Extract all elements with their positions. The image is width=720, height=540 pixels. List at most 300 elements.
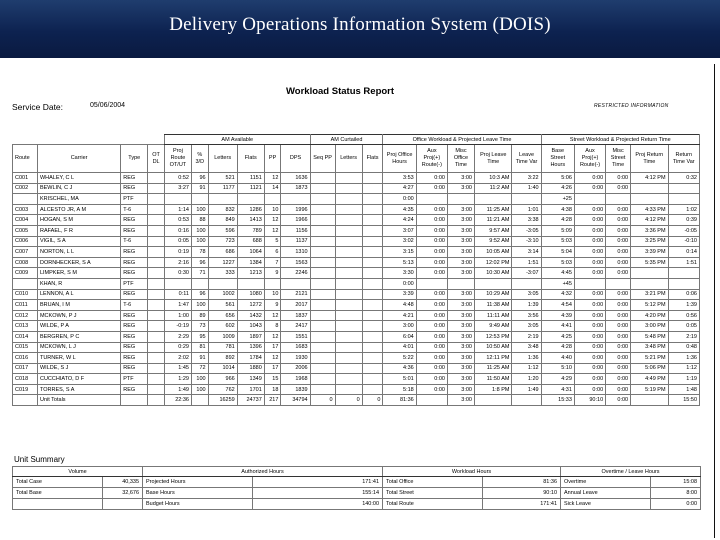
table-cell xyxy=(148,215,165,226)
table-cell: 3:38 xyxy=(512,215,541,226)
table-cell: 3:39 PM xyxy=(631,247,668,258)
column-header: Flats xyxy=(362,145,383,173)
table-cell xyxy=(148,353,165,364)
table-cell: 4:28 xyxy=(541,342,574,353)
table-cell xyxy=(310,278,335,289)
table-cell xyxy=(148,300,165,311)
table-cell: 2006 xyxy=(281,363,310,374)
unit-header-overtime: Overtime / Leave Hours xyxy=(561,467,701,477)
table-cell: 9 xyxy=(264,268,281,279)
table-cell: 892 xyxy=(208,353,237,364)
table-cell: 0:00 xyxy=(574,173,605,184)
table-cell: C008 xyxy=(13,257,38,268)
table-cell: 14 xyxy=(264,183,281,194)
table-cell: 0:39 xyxy=(668,215,699,226)
table-cell: REG xyxy=(121,321,148,332)
table-cell: PTF xyxy=(121,278,148,289)
unit-summary-cell: Sick Leave xyxy=(561,499,651,510)
table-cell: 4:33 PM xyxy=(631,204,668,215)
unit-summary-cell: 155:14 xyxy=(253,488,383,499)
table-row xyxy=(13,173,700,184)
table-cell: 2246 xyxy=(281,268,310,279)
table-cell: 4:27 xyxy=(383,183,416,194)
table-cell xyxy=(335,363,362,374)
table-cell: +25 xyxy=(541,194,574,205)
table-cell xyxy=(335,247,362,258)
unit-summary-cell: 15:08 xyxy=(651,477,701,488)
column-header: Route xyxy=(13,145,38,173)
table-cell: 3:00 xyxy=(447,215,474,226)
total-cell xyxy=(416,395,447,406)
group-street-workload: Street Workload & Projected Return Time xyxy=(541,135,699,145)
table-cell: 0:00 xyxy=(416,353,447,364)
table-cell xyxy=(310,310,335,321)
table-cell: 1396 xyxy=(237,342,264,353)
table-cell: BRUAN, I M xyxy=(37,300,120,311)
table-cell: 0:00 xyxy=(416,225,447,236)
group-am-available: AM Available xyxy=(164,135,310,145)
table-cell: 0:00 xyxy=(416,268,447,279)
table-cell: 0:00 xyxy=(416,215,447,226)
table-cell: 0:00 xyxy=(606,236,631,247)
table-cell xyxy=(362,289,383,300)
table-cell: 723 xyxy=(208,236,237,247)
table-cell: 1839 xyxy=(281,384,310,395)
table-cell: 0:00 xyxy=(574,247,605,258)
table-cell: C004 xyxy=(13,215,38,226)
table-cell xyxy=(631,183,668,194)
table-cell: 656 xyxy=(208,310,237,321)
table-cell xyxy=(264,194,281,205)
column-header: Misc Street Time xyxy=(606,145,631,173)
table-cell: 5:21 PM xyxy=(631,353,668,364)
table-cell: C012 xyxy=(13,310,38,321)
table-cell xyxy=(148,289,165,300)
table-cell: 12 xyxy=(264,331,281,342)
table-cell: 0:00 xyxy=(416,183,447,194)
table-cell xyxy=(310,289,335,300)
table-cell: CUCCHIATO, D F xyxy=(37,374,120,385)
table-cell: 1156 xyxy=(281,225,310,236)
table-cell: 0:00 xyxy=(606,363,631,374)
unit-summary-cell: Budget Hours xyxy=(143,499,253,510)
table-cell: 0:00 xyxy=(574,342,605,353)
total-cell: 0:00 xyxy=(606,395,631,406)
table-cell: 11:2 AM xyxy=(475,183,512,194)
table-cell xyxy=(148,183,165,194)
table-cell: 12:02 PM xyxy=(475,257,512,268)
table-cell: 4:26 xyxy=(541,183,574,194)
table-cell xyxy=(310,384,335,395)
table-cell: 91 xyxy=(191,353,208,364)
table-cell xyxy=(416,278,447,289)
table-cell: 0:00 xyxy=(606,247,631,258)
total-cell: 15:33 xyxy=(541,395,574,406)
unit-summary-cell xyxy=(103,499,143,510)
table-cell: 0:00 xyxy=(606,342,631,353)
unit-summary-row xyxy=(13,477,701,488)
table-cell: 5:18 xyxy=(383,384,416,395)
table-cell: 96 xyxy=(191,173,208,184)
unit-summary-cell: Total Office xyxy=(383,477,483,488)
table-cell: 0:00 xyxy=(606,331,631,342)
table-cell xyxy=(310,236,335,247)
table-cell: 596 xyxy=(208,225,237,236)
table-cell: 1683 xyxy=(281,342,310,353)
table-cell: 1014 xyxy=(208,363,237,374)
table-cell: 10:50 AM xyxy=(475,342,512,353)
table-cell xyxy=(362,173,383,184)
table-cell: -0:19 xyxy=(164,321,191,332)
table-cell xyxy=(668,278,699,289)
table-cell: 4:12 PM xyxy=(631,215,668,226)
table-cell xyxy=(631,194,668,205)
table-cell: 73 xyxy=(191,321,208,332)
table-cell: 0:00 xyxy=(416,331,447,342)
table-cell: 2:16 xyxy=(164,257,191,268)
table-cell xyxy=(362,194,383,205)
unit-summary-cell: Base Hours xyxy=(143,488,253,499)
table-cell: 0:00 xyxy=(416,173,447,184)
table-cell: MCKOWN, P J xyxy=(37,310,120,321)
table-cell: 0:00 xyxy=(606,310,631,321)
table-cell: 0:00 xyxy=(574,374,605,385)
table-cell: 1413 xyxy=(237,215,264,226)
table-cell: 3:05 xyxy=(512,289,541,300)
table-cell: 3:56 xyxy=(512,310,541,321)
column-header: Type xyxy=(121,145,148,173)
table-cell: 1:48 xyxy=(668,384,699,395)
table-cell: 95 xyxy=(191,331,208,342)
unit-summary-cell: 171:41 xyxy=(253,477,383,488)
table-cell: REG xyxy=(121,183,148,194)
table-cell: 9:52 AM xyxy=(475,236,512,247)
table-cell: 100 xyxy=(191,300,208,311)
table-cell: 3:00 xyxy=(447,204,474,215)
table-cell: 5:04 xyxy=(541,247,574,258)
unit-summary-cell: Total Case xyxy=(13,477,103,488)
total-cell: 0 xyxy=(362,395,383,406)
table-cell: C005 xyxy=(13,225,38,236)
table-cell: C003 xyxy=(13,204,38,215)
unit-summary-cell xyxy=(13,499,103,510)
table-cell: T-6 xyxy=(121,236,148,247)
table-cell xyxy=(335,342,362,353)
table-cell: 3:07 xyxy=(383,225,416,236)
table-cell: 78 xyxy=(191,247,208,258)
table-cell xyxy=(362,342,383,353)
table-cell: C011 xyxy=(13,300,38,311)
table-cell: REG xyxy=(121,225,148,236)
table-cell: 3:00 xyxy=(447,236,474,247)
table-cell xyxy=(148,363,165,374)
table-cell xyxy=(310,225,335,236)
table-cell: 3:02 xyxy=(383,236,416,247)
table-cell xyxy=(362,353,383,364)
table-cell: 0:00 xyxy=(416,204,447,215)
table-cell: 3:00 xyxy=(447,257,474,268)
table-cell: +45 xyxy=(541,278,574,289)
table-cell: 3:00 xyxy=(447,384,474,395)
table-cell: REG xyxy=(121,353,148,364)
table-cell: 3:30 xyxy=(383,268,416,279)
table-cell: 3:00 xyxy=(447,342,474,353)
table-cell xyxy=(310,247,335,258)
table-cell: 0:00 xyxy=(606,173,631,184)
table-cell: 0:00 xyxy=(606,353,631,364)
table-cell: 0:00 xyxy=(416,300,447,311)
table-cell xyxy=(362,236,383,247)
table-row xyxy=(13,310,700,321)
table-cell: 4:29 xyxy=(541,374,574,385)
table-cell xyxy=(310,204,335,215)
table-cell: C017 xyxy=(13,363,38,374)
table-cell: 0:00 xyxy=(574,183,605,194)
total-cell xyxy=(121,395,148,406)
table-row xyxy=(13,194,700,205)
table-cell: 1177 xyxy=(208,183,237,194)
table-cell xyxy=(606,278,631,289)
group-header-row xyxy=(13,135,700,145)
table-cell xyxy=(310,300,335,311)
table-cell: 4:40 xyxy=(541,353,574,364)
service-date-label: Service Date: xyxy=(12,102,64,112)
total-cell: 3:00 xyxy=(447,395,474,406)
table-cell xyxy=(335,384,362,395)
column-header: Aux Proj(+) Route(-) xyxy=(416,145,447,173)
unit-summary-cell: Overtime xyxy=(561,477,651,488)
app-title: Delivery Operations Information System (DOIS) xyxy=(169,14,551,35)
table-cell xyxy=(362,247,383,258)
total-cell: 81:36 xyxy=(383,395,416,406)
table-cell: PTF xyxy=(121,374,148,385)
total-cell: 34794 xyxy=(281,395,310,406)
table-cell: 12 xyxy=(264,215,281,226)
table-cell: 3:21 PM xyxy=(631,289,668,300)
table-cell: 1286 xyxy=(237,204,264,215)
table-cell xyxy=(335,194,362,205)
table-cell: 10 xyxy=(264,289,281,300)
table-cell: 5:22 xyxy=(383,353,416,364)
table-cell xyxy=(335,173,362,184)
table-cell: 3:00 xyxy=(447,247,474,258)
table-cell: 2:19 xyxy=(668,331,699,342)
table-cell: TURNER, W L xyxy=(37,353,120,364)
table-cell xyxy=(447,194,474,205)
table-cell: 7 xyxy=(264,257,281,268)
table-cell: 789 xyxy=(237,225,264,236)
table-cell: REG xyxy=(121,342,148,353)
table-cell: 12 xyxy=(264,310,281,321)
table-cell: 3:00 xyxy=(447,321,474,332)
unit-summary-cell: 40,335 xyxy=(103,477,143,488)
table-cell: 1:8 PM xyxy=(475,384,512,395)
table-cell: VIGIL, S A xyxy=(37,236,120,247)
table-cell xyxy=(362,215,383,226)
table-cell: 6 xyxy=(264,247,281,258)
total-cell: 90:10 xyxy=(574,395,605,406)
table-cell: KHAN, R xyxy=(37,278,120,289)
column-header: Carrier xyxy=(37,145,120,173)
table-row xyxy=(13,236,700,247)
table-cell xyxy=(148,247,165,258)
table-cell: 100 xyxy=(191,384,208,395)
table-cell: 1:36 xyxy=(512,353,541,364)
table-cell: 1996 xyxy=(281,204,310,215)
table-cell: 2417 xyxy=(281,321,310,332)
table-cell: 3:00 xyxy=(447,225,474,236)
table-cell: 1121 xyxy=(237,183,264,194)
table-cell: 5:03 xyxy=(541,257,574,268)
table-cell: 1897 xyxy=(237,331,264,342)
table-cell xyxy=(310,353,335,364)
table-cell: 1784 xyxy=(237,353,264,364)
total-cell: 0 xyxy=(310,395,335,406)
table-cell xyxy=(362,363,383,374)
unit-summary-cell: 0:00 xyxy=(651,499,701,510)
table-cell: 3:00 xyxy=(447,363,474,374)
unit-summary-cell: 32,676 xyxy=(103,488,143,499)
table-cell xyxy=(362,204,383,215)
column-header: Proj Route OT/UT xyxy=(164,145,191,173)
table-cell: 3:00 PM xyxy=(631,321,668,332)
table-cell: REG xyxy=(121,173,148,184)
table-cell xyxy=(631,268,668,279)
table-cell xyxy=(208,194,237,205)
table-cell: 11:50 AM xyxy=(475,374,512,385)
table-cell: 100 xyxy=(191,374,208,385)
table-cell xyxy=(574,194,605,205)
table-cell xyxy=(362,374,383,385)
table-cell: C014 xyxy=(13,331,38,342)
table-cell: RAFAEL, F R xyxy=(37,225,120,236)
table-cell: 1:39 xyxy=(512,300,541,311)
table-cell xyxy=(310,173,335,184)
table-cell: 0:00 xyxy=(574,215,605,226)
table-cell: 1:12 xyxy=(512,363,541,374)
table-row xyxy=(13,374,700,385)
table-cell: 0:00 xyxy=(416,321,447,332)
table-cell: WILDE, S J xyxy=(37,363,120,374)
table-cell: 5:48 PM xyxy=(631,331,668,342)
table-cell: REG xyxy=(121,363,148,374)
restricted-notice: RESTRICTED INFORMATION xyxy=(594,103,669,109)
total-cell xyxy=(191,395,208,406)
table-cell: 1213 xyxy=(237,268,264,279)
total-cell: 15:50 xyxy=(668,395,699,406)
table-cell: 0:53 xyxy=(164,215,191,226)
table-cell: 561 xyxy=(208,300,237,311)
table-cell: 3:53 xyxy=(383,173,416,184)
table-cell: 96 xyxy=(191,289,208,300)
unit-header-workload: Workload Hours xyxy=(383,467,561,477)
table-cell: 5:06 xyxy=(541,173,574,184)
table-cell xyxy=(335,236,362,247)
table-cell: 0:00 xyxy=(416,384,447,395)
table-cell xyxy=(362,268,383,279)
table-cell: 521 xyxy=(208,173,237,184)
table-cell: 0:00 xyxy=(574,363,605,374)
table-cell: 0:29 xyxy=(164,342,191,353)
column-header: DPS xyxy=(281,145,310,173)
table-cell xyxy=(164,278,191,289)
table-cell: C016 xyxy=(13,353,38,364)
table-cell: REG xyxy=(121,331,148,342)
table-row xyxy=(13,331,700,342)
table-cell: 3:36 PM xyxy=(631,225,668,236)
table-cell: -0:10 xyxy=(668,236,699,247)
table-cell xyxy=(335,310,362,321)
table-cell: 1080 xyxy=(237,289,264,300)
table-cell: 5:03 xyxy=(541,236,574,247)
table-cell xyxy=(148,278,165,289)
table-cell xyxy=(335,257,362,268)
table-cell: TORRES, S A xyxy=(37,384,120,395)
table-cell: 0:00 xyxy=(574,204,605,215)
table-row xyxy=(13,278,700,289)
table-cell: 0:00 xyxy=(574,384,605,395)
table-cell: 0:00 xyxy=(606,183,631,194)
unit-summary-header-row xyxy=(13,467,701,477)
table-cell: 2121 xyxy=(281,289,310,300)
table-cell: 1:02 xyxy=(668,204,699,215)
table-cell xyxy=(191,194,208,205)
unit-summary-cell: Annual Leave xyxy=(561,488,651,499)
table-row xyxy=(13,321,700,332)
table-cell: 0:00 xyxy=(574,353,605,364)
unit-header-volume: Volume xyxy=(13,467,143,477)
table-cell: 8 xyxy=(264,321,281,332)
table-cell: 1:01 xyxy=(512,204,541,215)
table-cell: 0:00 xyxy=(606,384,631,395)
table-cell xyxy=(335,300,362,311)
table-cell: 0:00 xyxy=(574,268,605,279)
table-cell: 3:25 PM xyxy=(631,236,668,247)
table-cell: 1:45 xyxy=(164,363,191,374)
table-cell xyxy=(362,183,383,194)
table-cell: 1966 xyxy=(281,215,310,226)
table-cell: 91 xyxy=(191,183,208,194)
table-cell: 6:04 xyxy=(383,331,416,342)
table-cell: 1272 xyxy=(237,300,264,311)
table-cell: 5:06 PM xyxy=(631,363,668,374)
total-cell: 24737 xyxy=(237,395,264,406)
unit-summary-cell: 140:00 xyxy=(253,499,383,510)
table-cell: C013 xyxy=(13,321,38,332)
table-cell: 0:00 xyxy=(416,363,447,374)
unit-summary-cell: Total Base xyxy=(13,488,103,499)
table-cell: 81 xyxy=(191,342,208,353)
table-cell: 4:28 xyxy=(541,215,574,226)
table-cell: 1:14 xyxy=(164,204,191,215)
total-cell xyxy=(475,395,512,406)
unit-summary-title: Unit Summary xyxy=(14,455,65,464)
table-cell xyxy=(335,353,362,364)
table-cell: 0:00 xyxy=(574,225,605,236)
unit-summary-cell: 171:41 xyxy=(483,499,561,510)
table-cell: 0:00 xyxy=(574,331,605,342)
table-cell: 3:00 xyxy=(447,289,474,300)
table-cell: 3:00 xyxy=(447,331,474,342)
table-cell: -3:10 xyxy=(512,236,541,247)
table-cell xyxy=(208,278,237,289)
table-cell: 0:00 xyxy=(416,289,447,300)
table-cell: 4:32 xyxy=(541,289,574,300)
table-cell: 10:3 AM xyxy=(475,173,512,184)
table-cell xyxy=(335,268,362,279)
table-cell: 1:20 xyxy=(512,374,541,385)
table-cell xyxy=(148,257,165,268)
